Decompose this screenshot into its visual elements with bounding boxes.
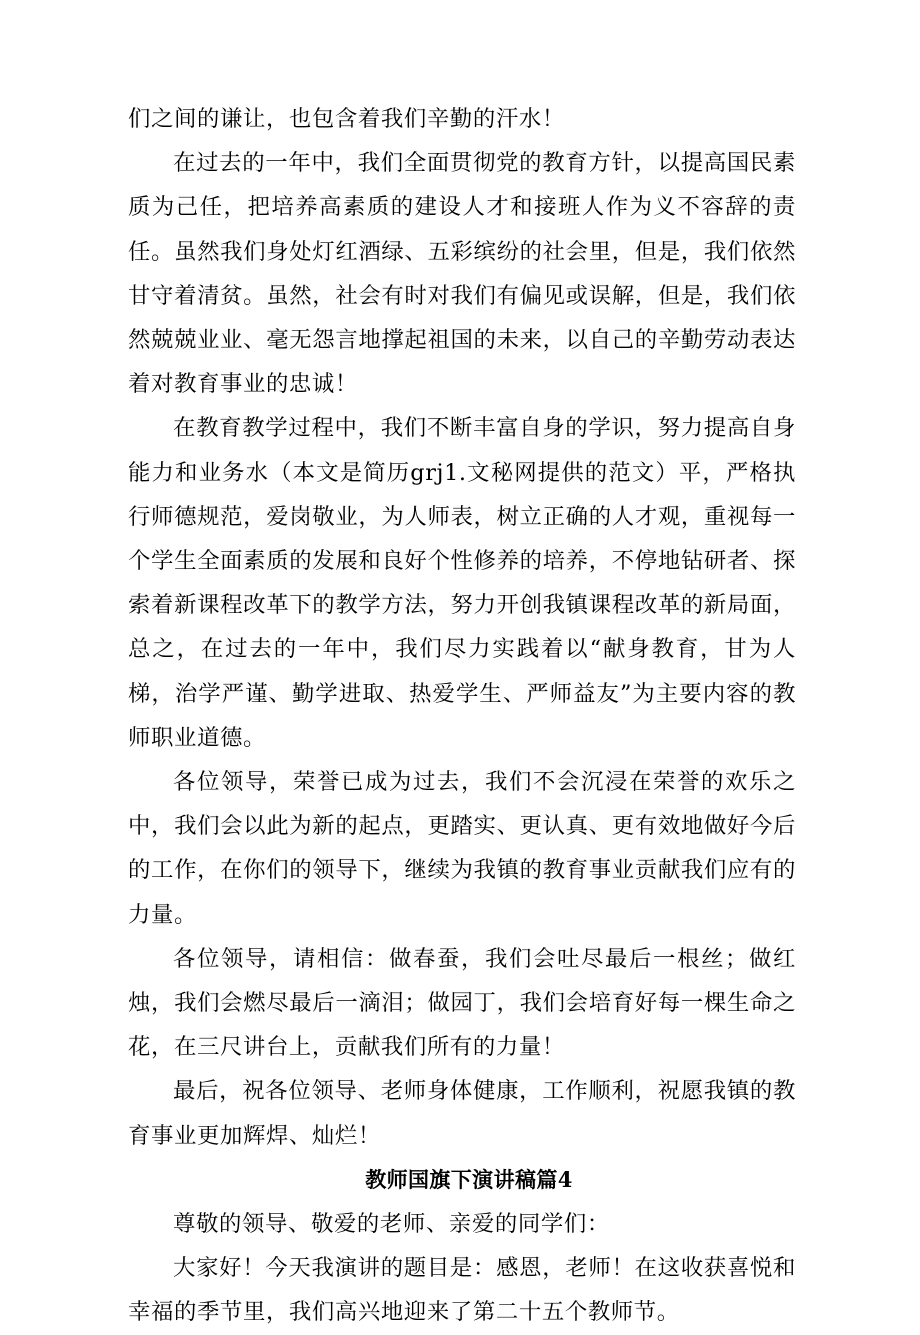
- paragraph-promise: 各位领导，请相信：做春蚕，我们会吐尽最后一根丝；做红烛，我们会燃尽最后一滴泪；做园丁，我们会培育好每一棵生命之花，在三尺讲台上，贡献我们所有的力量！: [128, 945, 796, 1061]
- document-body: [128, 97, 796, 1335]
- section-title: 教师国旗下演讲稿篇4: [365, 1166, 573, 1192]
- paragraph-greeting: 尊敬的领导、敬爱的老师、亲爱的同学们：: [173, 1211, 610, 1238]
- paragraph-closing: 最后，祝各位领导、老师身体健康，工作顺利，祝愿我镇的教育事业更加辉焊、灿烂！: [128, 1078, 796, 1149]
- paragraph-opening: 大家好！今天我演讲的题目是：感恩，老师！在这收获喜悦和幸福的季节里，我们高兴地迎来了第二十五个教师节。: [128, 1255, 796, 1326]
- paragraph-honor: 各位领导，荣誉已成为过去，我们不会沉浸在荣誉的欢乐之中，我们会以此为新的起点，更踏实、更认真、更有效地做好今后的工作，在你们的领导下，继续为我镇的教育事业贡献我们应有的力量。: [128, 769, 796, 928]
- paragraph-education-policy: 在过去的一年中，我们全面贯彻党的教育方针，以提高国民素质为己任，把培养高素质的建设人才和接班人作为义不容辞的责任。虽然我们身处灯红酒绿、五彩缤纷的社会里，但是，我们依然甘守着清贫。虽然，社会有时对我们有偏见或误解，但是，我们依然兢兢业业、毫无怨言地撑起祖国的未来，以自己的辛勤劳动表达着对教育事业的忠诚！: [128, 150, 796, 398]
- paragraph-teaching-process: 在教育教学过程中，我们不断丰富自身的学识，努力提高自身能力和业务水（本文是简历grj1.文秘网提供的范文）平，严格执行师德规范，爱岗敬业，为人师表，树立正确的人才观，重视每一个学生全面素质的发展和良好个性修养的培养，不停地钻研者、探索着新课程改革下的教学方法，努力开创我镇课程改革的新局面，总之，在过去的一年中，我们尽力实践着以“献身教育，甘为人梯，治学严谨、勤学进取、热爱学生、严师益友”为主要内容的教师职业道德。: [128, 415, 796, 751]
- paragraph-continuation: 们之间的谦让，也包含着我们辛勤的汗水！: [128, 106, 565, 132]
